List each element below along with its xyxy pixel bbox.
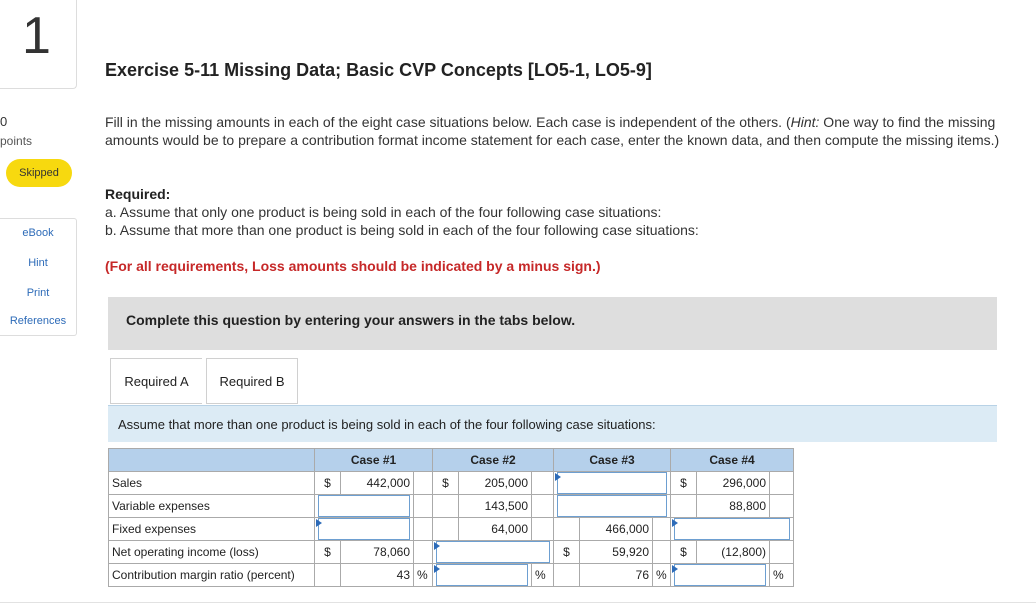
noi-case2-input[interactable] [433,541,554,564]
flag-icon [434,565,440,573]
cmr-case1-percent: % [414,564,433,587]
flag-icon [555,473,561,481]
row-label-noi: Net operating income (loss) [109,541,315,564]
fixed-case2-currency [433,518,459,541]
fixed-case3-suffix [653,518,671,541]
sales-case2-currency: $ [433,472,459,495]
hint-label: Hint: [790,114,820,130]
variable-case1-field[interactable] [318,495,410,517]
noi-case3-value: 59,920 [580,541,653,564]
variable-case2-currency [433,495,459,518]
table-header-row [109,449,794,472]
question-number-box [0,0,77,89]
header-case-4: Case #4 [671,449,794,472]
complete-banner [108,297,997,350]
required-a-text: a. Assume that only one product is being sold in each of the four following case situations: [105,204,662,220]
cmr-case2-input[interactable] [433,564,532,587]
table-row-fixed [109,518,794,541]
assumption-bar [108,405,997,442]
header-case-3: Case #3 [554,449,671,472]
question-number: 1 [22,7,51,65]
cmr-case1-currency [315,564,341,587]
table-row-variable [109,495,794,518]
cvp-table [108,448,794,587]
instructions-paragraph [105,113,1030,149]
complete-banner-text: Complete this question by entering your answers in the tabs below. [126,312,576,328]
row-label-cmr: Contribution margin ratio (percent) [109,564,315,587]
instructions-text: Fill in the missing amounts in each of the eight case situations below. Each case is independent of the others. ( [105,114,791,130]
hint-link[interactable]: Hint [28,257,48,269]
variable-case3-field[interactable] [557,495,667,517]
fixed-case1-field[interactable] [318,518,410,540]
sales-case2-suffix [532,472,554,495]
side-links [0,218,77,336]
fixed-case2-suffix [532,518,554,541]
cmr-case2-field[interactable] [436,564,528,586]
flag-icon [434,542,440,550]
ebook-link[interactable]: eBook [22,227,54,239]
loss-note: (For all requirements, Loss amounts should be indicated by a minus sign.) [105,258,601,274]
flag-icon [672,565,678,573]
row-label-fixed: Fixed expenses [109,518,315,541]
variable-case1-input[interactable] [315,495,414,518]
noi-case4-suffix [770,541,794,564]
sales-case1-value: 442,000 [341,472,414,495]
fixed-case4-input[interactable] [671,518,794,541]
tab-required-b[interactable]: Required B [206,358,298,404]
sales-case4-currency: $ [671,472,697,495]
cmr-case4-input[interactable] [671,564,770,587]
sales-case4-value: 296,000 [697,472,770,495]
noi-case2-field[interactable] [436,541,550,563]
cmr-case3-percent: % [653,564,671,587]
noi-case1-suffix [414,541,433,564]
skipped-badge: Skipped [6,159,72,187]
required-b-text: b. Assume that more than one product is being sold in each of the four following case situations: [105,222,699,238]
noi-case1-value: 78,060 [341,541,414,564]
noi-case3-currency: $ [554,541,580,564]
cmr-case2-percent: % [532,564,554,587]
sales-case2-value: 205,000 [459,472,532,495]
fixed-case2-value: 64,000 [459,518,532,541]
variable-case4-value: 88,800 [697,495,770,518]
fixed-case1-input[interactable] [315,518,414,541]
fixed-case3-currency [554,518,580,541]
table-row-cmr [109,564,794,587]
cmr-case4-field[interactable] [674,564,766,586]
sales-case1-currency: $ [315,472,341,495]
table-row-noi [109,541,794,564]
sales-case1-suffix [414,472,433,495]
sales-case4-suffix [770,472,794,495]
exercise-title: Exercise 5-11 Missing Data; Basic CVP Concepts [LO5-1, LO5-9] [105,60,652,80]
table-row-sales [109,472,794,495]
variable-case2-suffix [532,495,554,518]
required-heading: Required: [105,186,171,202]
header-blank [109,449,315,472]
variable-case1-suffix [414,495,433,518]
header-case-2: Case #2 [433,449,554,472]
flag-icon [672,519,678,527]
fixed-case1-suffix [414,518,433,541]
points-label: points [0,134,33,148]
row-label-variable: Variable expenses [109,495,315,518]
noi-case4-currency: $ [671,541,697,564]
header-case-1: Case #1 [315,449,433,472]
sales-case3-input[interactable] [554,472,671,495]
variable-case4-suffix [770,495,794,518]
hint-text: One way to find the missing amounts would be to prepare a contribution format income statement for each case, enter the known data, and then compute the missing items.) [105,114,1000,148]
assumption-text: Assume that more than one product is being sold in each of the four following case situations: [118,417,656,432]
cmr-case3-value: 76 [580,564,653,587]
noi-case3-suffix [653,541,671,564]
noi-case1-currency: $ [315,541,341,564]
references-link[interactable]: References [9,315,67,327]
cmr-case4-percent: % [770,564,794,587]
tab-required-a[interactable]: Required A [110,358,202,404]
flag-icon [316,519,322,527]
print-link[interactable]: Print [26,287,50,299]
variable-case4-currency [671,495,697,518]
sales-case3-field[interactable] [557,472,667,494]
fixed-case3-value: 466,000 [580,518,653,541]
variable-case2-value: 143,500 [459,495,532,518]
variable-case3-input[interactable] [554,495,671,518]
points-value: 0 [0,114,8,129]
noi-case4-value: (12,800) [697,541,770,564]
fixed-case4-field[interactable] [674,518,790,540]
bottom-divider [0,602,1036,603]
cmr-case3-currency [554,564,580,587]
row-label-sales: Sales [109,472,315,495]
cmr-case1-value: 43 [341,564,414,587]
